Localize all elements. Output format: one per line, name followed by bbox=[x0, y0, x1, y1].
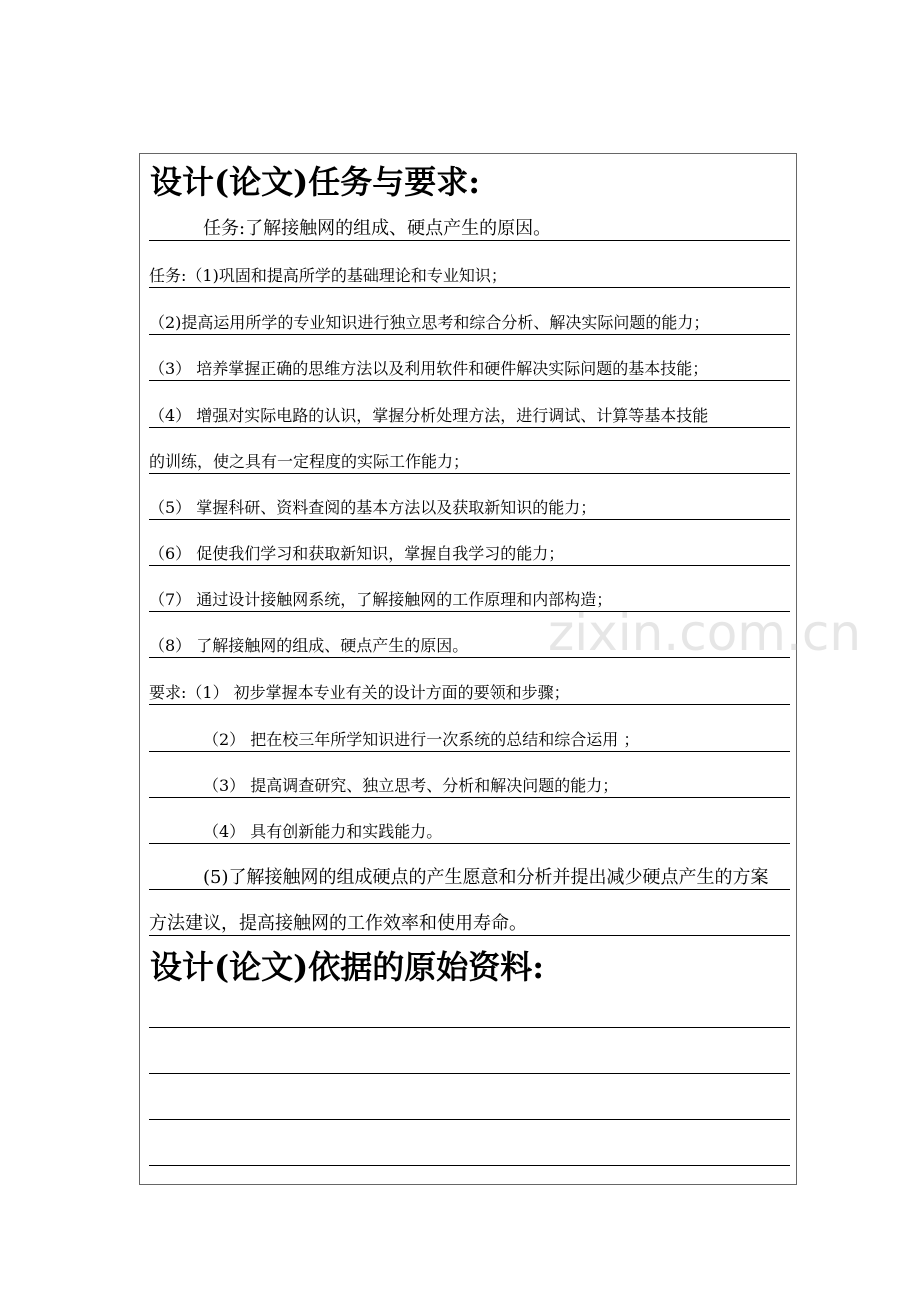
blank-line-4 bbox=[149, 1165, 790, 1166]
task-item-4-cont: 的训练，使之具有一定程度的实际工作能力； bbox=[149, 451, 790, 474]
task-item-4: （4） 增强对实际电路的认识，掌握分析处理方法，进行调试、计算等基本技能 bbox=[149, 405, 790, 428]
blank-line-2 bbox=[149, 1073, 790, 1074]
task-item-7: （7） 通过设计接触网系统，了解接触网的工作原理和内部构造； bbox=[149, 589, 790, 612]
blank-line-1 bbox=[149, 1027, 790, 1028]
task-item-5: （5） 掌握科研、资料查阅的基本方法以及获取新知识的能力； bbox=[149, 497, 790, 520]
req-item-1: 要求:（1） 初步掌握本专业有关的设计方面的要领和步骤； bbox=[149, 682, 790, 705]
req-item-4: （4） 具有创新能力和实践能力。 bbox=[149, 821, 790, 844]
task-item-2: （2)提高运用所学的专业知识进行独立思考和综合分析、解决实际问题的能力； bbox=[149, 312, 790, 335]
task-item-6: （6） 促使我们学习和获取新知识，掌握自我学习的能力； bbox=[149, 543, 790, 566]
task-main-line: 任务:了解接触网的组成、硬点产生的原因。 bbox=[149, 218, 790, 241]
section-heading-tasks: 设计(论文)任务与要求: bbox=[150, 163, 481, 201]
req-item-2: （2） 把在校三年所学知识进行一次系统的总结和综合运用 ； bbox=[149, 729, 790, 752]
section-heading-materials: 设计(论文)依据的原始资料: bbox=[150, 948, 545, 986]
watermark: zixin.com.cn bbox=[548, 604, 862, 662]
req-item-5-cont: 方法建议，提高接触网的工作效率和使用寿命。 bbox=[149, 913, 790, 936]
task-item-8: （8） 了解接触网的组成、硬点产生的原因。 bbox=[149, 635, 790, 658]
req-item-5: (5)了解接触网的组成硬点的产生愿意和分析并提出减少硬点产生的方案 bbox=[149, 867, 790, 890]
task-item-3: （3） 培养掌握正确的思维方法以及利用软件和硬件解决实际问题的基本技能； bbox=[149, 358, 790, 381]
blank-line-3 bbox=[149, 1119, 790, 1120]
form-frame bbox=[139, 153, 797, 1185]
task-item-1: 任务:（1)巩固和提高所学的基础理论和专业知识； bbox=[149, 265, 790, 288]
req-item-3: （3） 提高调查研究、独立思考、分析和解决问题的能力； bbox=[149, 775, 790, 798]
